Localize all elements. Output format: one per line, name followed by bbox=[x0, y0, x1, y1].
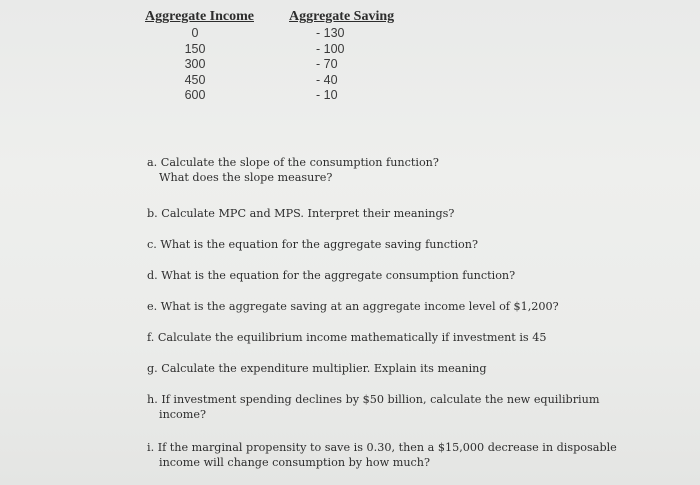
question-b bbox=[147, 206, 454, 221]
aggregate-saving-header: Aggregate Saving bbox=[289, 9, 395, 24]
saving-cell: - 40 bbox=[316, 72, 338, 87]
question-i-line2: income will change consumption by how much? bbox=[159, 456, 431, 469]
saving-column bbox=[316, 26, 366, 104]
question-d-line1: d. What is the equation for the aggregate consumption function? bbox=[147, 269, 516, 282]
question-a-line2: What does the slope measure? bbox=[159, 171, 333, 184]
question-c-line1: c. What is the equation for the aggregate saving function? bbox=[147, 238, 478, 251]
question-b-line1: b. Calculate MPC and MPS. Interpret their meanings? bbox=[147, 207, 455, 220]
question-h-line2: income? bbox=[159, 408, 207, 421]
question-f bbox=[147, 330, 546, 345]
question-d bbox=[147, 268, 515, 283]
question-i-line1: i. If the marginal propensity to save is 0.30, then a $15,000 decrease in disposable bbox=[147, 441, 617, 454]
saving-cell: - 130 bbox=[316, 26, 345, 40]
question-e-line1: e. What is the aggregate saving at an aggregate income level of $1,200? bbox=[147, 300, 559, 313]
income-cell: 300 bbox=[184, 57, 206, 72]
question-g-line1: g. Calculate the expenditure multiplier. Explain its meaning bbox=[147, 362, 487, 375]
question-f-line1: f. Calculate the equilibrium income mathematically if investment is 45 bbox=[147, 331, 547, 344]
income-column bbox=[175, 26, 215, 104]
question-g bbox=[147, 361, 487, 376]
income-cell: 600 bbox=[184, 88, 206, 103]
question-c bbox=[147, 237, 478, 252]
saving-cell: - 100 bbox=[316, 41, 345, 56]
question-i bbox=[147, 440, 617, 470]
income-cell: 0 bbox=[191, 26, 199, 40]
question-a-line1: a. Calculate the slope of the consumption function? bbox=[147, 156, 439, 169]
question-a bbox=[147, 155, 439, 185]
saving-cell: - 70 bbox=[316, 57, 338, 72]
aggregate-income-header: Aggregate Income bbox=[145, 9, 254, 24]
saving-cell: - 10 bbox=[316, 88, 338, 103]
income-cell: 450 bbox=[184, 72, 206, 87]
income-cell: 150 bbox=[184, 41, 206, 56]
question-e bbox=[147, 299, 559, 314]
question-h-line1: h. If investment spending declines by $50 billion, calculate the new equilibrium bbox=[147, 393, 600, 406]
question-h bbox=[147, 392, 599, 422]
